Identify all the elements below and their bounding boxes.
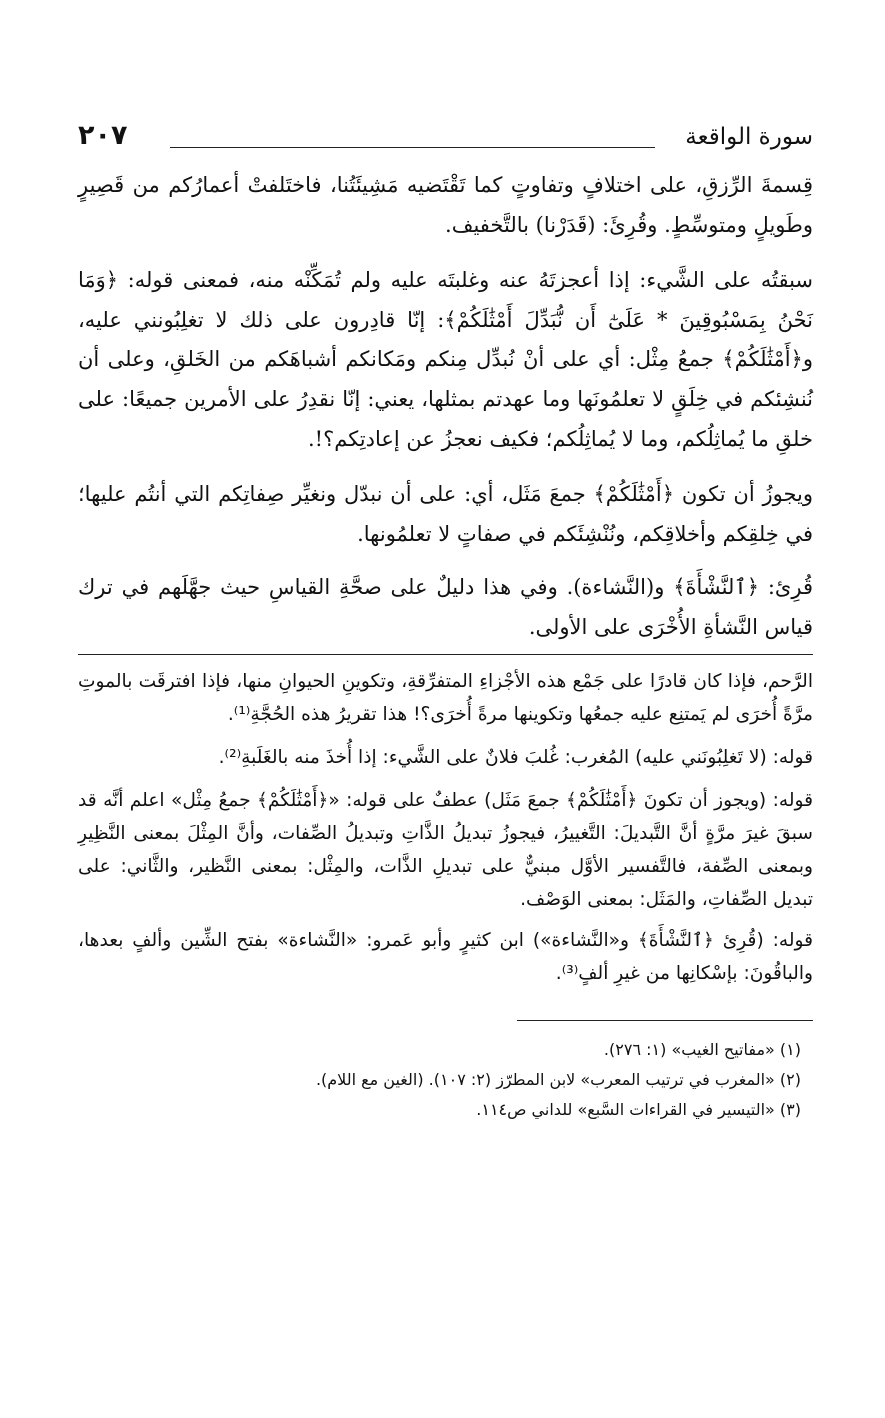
main-paragraph: سبقتُه على الشَّيء: إذا أعجزتَهُ عنه وغلبتَه عليه ولم تُمَكِّنْه منه، فمعنى قوله: ﴿وَمَا نَحْنُ بِمَسْبُوقِينَ * عَلَىٰٓ أَن نُّبَدِّلَ أَمْثَٰلَكُمْ﴾: إنّا قادِرون على ذلك لا تغلِبُونني عليه، و﴿أَمْثَٰلَكُمْ﴾ جمعُ مِثْل: أي على أنْ نُبدِّل مِنكم ومَكانكم أشباهَكم من الخَلقِ، وعلى أن نُنشِئكم في خِلَقٍ لا تعلمُونَها وما عهدتم بمثلها، يعني: إنّا نقدِرُ على الأمرين جميعًا: على خلقِ ما يُماثِلُكم، وما لا يُماثِلُكم؛ فكيف نعجزُ عن إعادتِكم؟!. — [78, 268, 813, 451]
footnote: (٢) «المغرب في ترتيب المعرب» لابن المطرّز (٢: ١٠٧). (الغين مع اللام). — [315, 1069, 801, 1089]
page-header — [78, 118, 813, 158]
footnote: (١) «مفاتيح الغيب» (١: ٢٧٦). — [603, 1039, 801, 1059]
section-divider — [78, 654, 813, 655]
main-paragraph: قِسمةَ الرِّزقِ، على اختلافٍ وتفاوتٍ كما تَقْتَضيه مَشِيئَتُنا، فاختَلفتْ أعمارُكم من قَصِيرٍ وطَويلٍ ومتوسِّطٍ. وقُرِئَ: (قَدَرْنا) بالتَّخفيف. — [78, 173, 813, 237]
footnote: (٣) «التيسير في القراءات السَّبع» للداني ص١١٤. — [476, 1099, 801, 1119]
main-text — [78, 166, 813, 648]
surah-title: سورة الواقعة — [685, 124, 813, 150]
commentary-paragraph: قوله: (ويجوز أن تكونَ ﴿أَمْثَٰلَكُمْ﴾ جمعَ مَثَل) عطفٌ على قوله: «﴿أَمْثَٰلَكُمْ﴾ جمعُ مِثْل» اعلم أنَّه قد سبقَ غيرَ مرَّةٍ أنَّ التَّبديلَ: التَّغييرُ، فيجوزُ تبديلُ الذَّاتِ وتبديلُ الصِّفات، وأنَّ المِثْلَ بمعنى النَّظِيرِ وبمعنى الصِّفة، فالتَّفسير الأوَّل مبنيٌّ على تبديلِ الذَّات، والمِثْل: بمعنى النَّظير، والثَّاني: على تبديل الصِّفاتِ، والمَثَل: بمعنى الوَصْف. — [78, 789, 813, 910]
book-page — [78, 118, 813, 1125]
commentary-paragraph: الرَّحم، فإذا كان قادرًا على جَمْع هذه الأجْزاءِ المتفرِّقةِ، وتكوينِ الحيوانِ منها، فإذا افترقَت بالموتِ مرَّةً أُخرَى لم يَمتنِع عليه جمعُها وتكوينها مرةً أُخرَى؟! هذا تقريرُ هذه الحُجَّةِ⁽¹⁾. — [78, 670, 813, 725]
commentary-text — [78, 665, 813, 990]
main-paragraph: قُرِئ: ﴿ٱلنَّشْأَةَ﴾ و(النَّشاءة). وفي هذا دليلٌ على صحَّةِ القياسِ حيث جهَّلَهم في ترك قياس النَّشأةِ الأُخْرَى على الأولى. — [78, 575, 813, 639]
commentary-paragraph: قوله: (لا تَغلِبُونَني عليه) المُغرب: غُلبَ فلانٌ على الشَّيء: إذا أُخذَ منه بالغَلَبةِ⁽²⁾. — [218, 746, 813, 768]
footnotes — [78, 1035, 813, 1125]
main-paragraph: ويجوزُ أن تكون ﴿أَمْثَٰلَكُمْ﴾ جمعَ مَثَل، أي: على أن نبدّل ونغيِّر صِفاتِكم التي أنتُم عليها؛ في خِلقِكم وأخلاقِكم، ونُنْشِئَكم في صفاتٍ لا تعلمُونها. — [78, 482, 813, 546]
commentary-paragraph: قوله: (قُرِئ ﴿ٱلنَّشْأَةَ﴾ و«النَّشاءة») ابن كثيرٍ وأبو عَمرو: «النَّشاءة» بفتح الشِّين وألفٍ بعدها، والباقُونَ: بإسْكانِها من غيرِ ألفٍ⁽³⁾. — [78, 929, 813, 984]
footnote-rule — [517, 1020, 813, 1021]
header-rule — [170, 147, 655, 148]
page-number: ٢٠٧ — [78, 120, 128, 151]
